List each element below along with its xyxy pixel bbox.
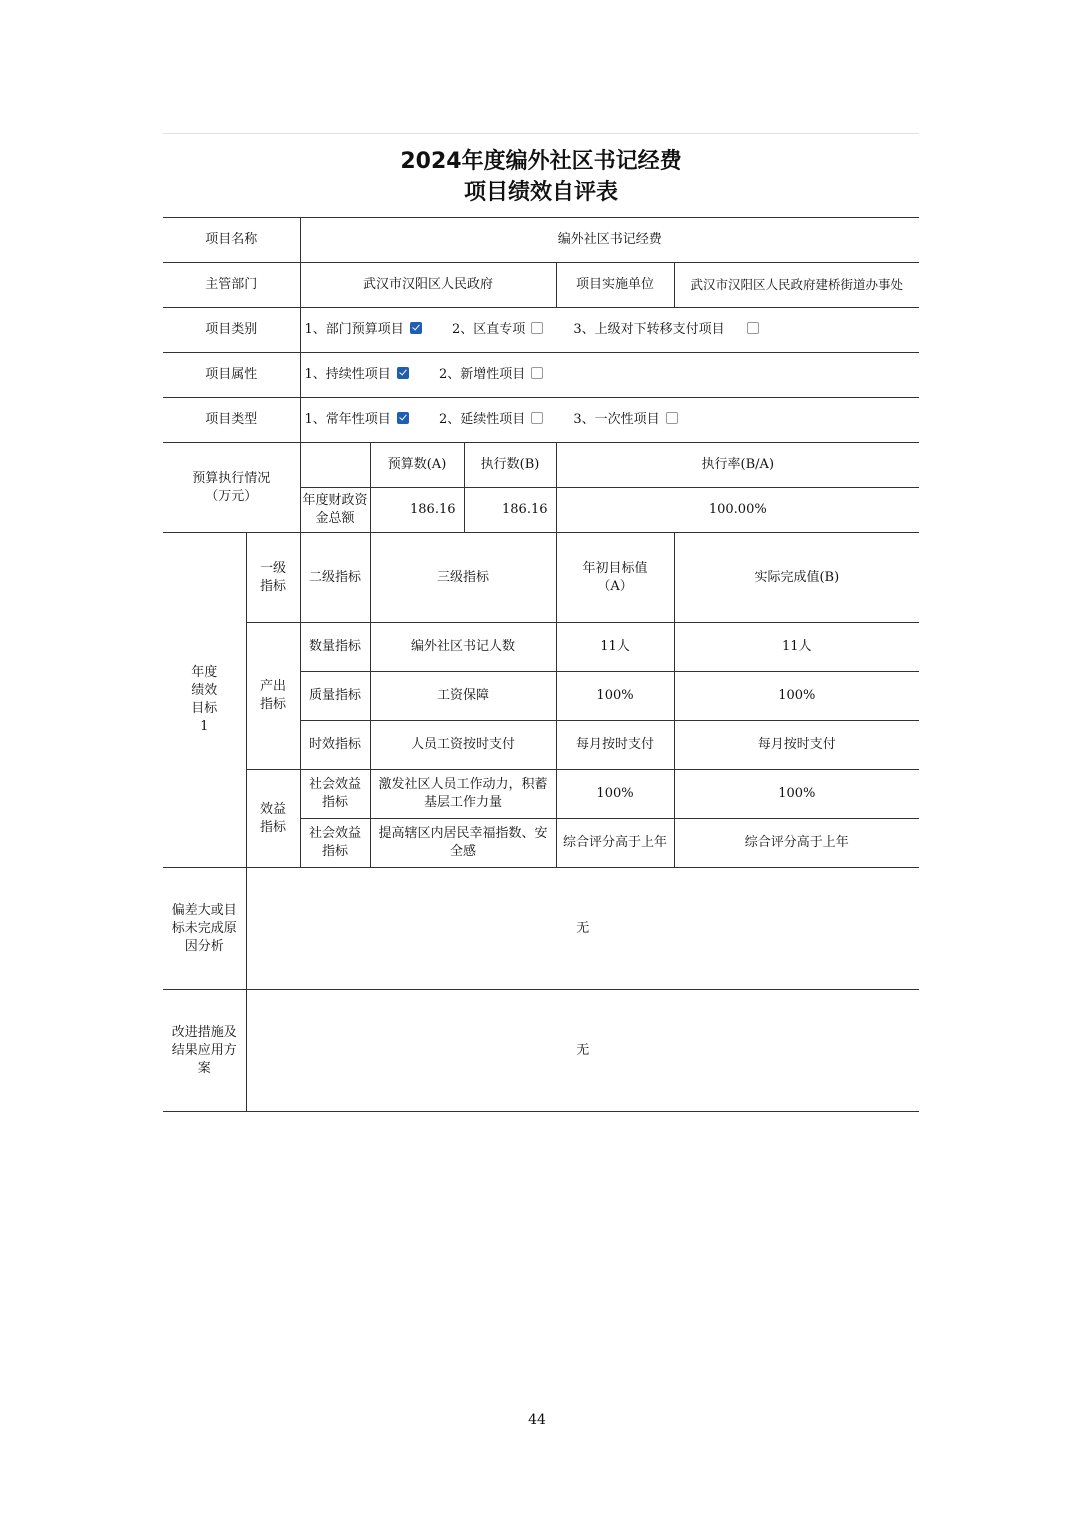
goal-label: 年度绩效目标1 [163, 533, 246, 868]
row-budget-header [163, 443, 919, 488]
row-level2: 社会效益指标 [300, 819, 370, 868]
row-target: 100% [556, 770, 674, 819]
unit-label: 项目实施单位 [556, 263, 674, 308]
row-department [163, 263, 919, 308]
row-level2: 社会效益指标 [300, 770, 370, 819]
row-actual: 11人 [674, 623, 919, 672]
type-option-1[interactable]: 1、常年性项目 [305, 411, 413, 429]
category-option-3[interactable]: 3、上级对下转移支付项目 [573, 321, 762, 339]
page-number: 44 [528, 1412, 546, 1428]
col-exec-rate: 执行率(B/A) [556, 443, 919, 488]
top-rule [163, 133, 919, 134]
row-level2: 数量指标 [300, 623, 370, 672]
deviation-label: 偏差大或目标未完成原因分析 [163, 868, 246, 990]
row-level3: 工资保障 [370, 672, 556, 721]
row-actual: 100% [674, 672, 919, 721]
row-target: 100% [556, 672, 674, 721]
project-name-value: 编外社区书记经费 [300, 218, 919, 263]
col-budget-a: 预算数(A) [370, 443, 464, 488]
category-option-2[interactable]: 2、区直专项 [452, 321, 547, 339]
row-deviation [163, 868, 919, 990]
attribute-label: 项目属性 [163, 353, 300, 398]
row-actual: 每月按时支付 [674, 721, 919, 770]
budget-row-label: 年度财政资金总额 [300, 488, 370, 533]
row-level3: 提高辖区内居民幸福指数、安全感 [370, 819, 556, 868]
type-option-2[interactable]: 2、延续性项目 [439, 411, 547, 429]
row-actual: 综合评分高于上年 [674, 819, 919, 868]
department-label: 主管部门 [163, 263, 300, 308]
checkbox-empty-icon[interactable] [531, 412, 543, 424]
category-options [300, 308, 919, 353]
row-performance-header [163, 533, 919, 623]
exec-rate-value: 100.00% [556, 488, 919, 533]
attribute-options [300, 353, 919, 398]
attribute-option-1[interactable]: 1、持续性项目 [305, 366, 413, 384]
header-actual: 实际完成值(B) [674, 533, 919, 623]
improvement-label: 改进措施及结果应用方案 [163, 990, 246, 1112]
project-name-label: 项目名称 [163, 218, 300, 263]
row-target: 综合评分高于上年 [556, 819, 674, 868]
row-level3: 编外社区书记人数 [370, 623, 556, 672]
row-improvement [163, 990, 919, 1112]
category-option-1[interactable]: 1、部门预算项目 [305, 321, 426, 339]
page-title [163, 146, 919, 208]
improvement-value: 无 [246, 990, 919, 1112]
row-attribute [163, 353, 919, 398]
evaluation-table [163, 217, 919, 1112]
row-level3: 激发社区人员工作动力，积蓄基层工作力量 [370, 770, 556, 819]
row-project-name [163, 218, 919, 263]
row-level2: 质量指标 [300, 672, 370, 721]
row-target: 每月按时支付 [556, 721, 674, 770]
checkbox-empty-icon[interactable] [531, 367, 543, 379]
row-type [163, 398, 919, 443]
unit-value: 武汉市汉阳区人民政府建桥街道办事处 [674, 263, 919, 308]
title-line-2: 项目绩效自评表 [463, 180, 618, 205]
budget-label: 预算执行情况 （万元） [163, 443, 300, 533]
row-level3: 人员工资按时支付 [370, 721, 556, 770]
type-options [300, 398, 919, 443]
checkbox-empty-icon[interactable] [666, 412, 678, 424]
header-level2: 二级指标 [300, 533, 370, 623]
benefit-label: 效益指标 [246, 770, 300, 868]
department-value: 武汉市汉阳区人民政府 [300, 263, 556, 308]
checkbox-checked-icon[interactable] [397, 367, 409, 379]
budget-value: 186.16 [370, 488, 464, 533]
performance-row [163, 770, 919, 819]
deviation-value: 无 [246, 868, 919, 990]
checkbox-checked-icon[interactable] [410, 322, 422, 334]
type-label: 项目类型 [163, 398, 300, 443]
checkbox-checked-icon[interactable] [397, 412, 409, 424]
header-level1: 一级指标 [246, 533, 300, 623]
row-actual: 100% [674, 770, 919, 819]
exec-value: 186.16 [464, 488, 556, 533]
attribute-option-2[interactable]: 2、新增性项目 [439, 366, 547, 384]
checkbox-empty-icon[interactable] [747, 322, 759, 334]
col-exec-b: 执行数(B) [464, 443, 556, 488]
type-option-3[interactable]: 3、一次性项目 [573, 411, 681, 429]
performance-row [163, 623, 919, 672]
budget-header-blank [300, 443, 370, 488]
category-label: 项目类别 [163, 308, 300, 353]
row-level2: 时效指标 [300, 721, 370, 770]
row-category [163, 308, 919, 353]
checkbox-empty-icon[interactable] [531, 322, 543, 334]
header-target: 年初目标值（A） [556, 533, 674, 623]
header-level3: 三级指标 [370, 533, 556, 623]
title-line-1: 2024年度编外社区书记经费 [400, 149, 682, 174]
output-label: 产出指标 [246, 623, 300, 770]
row-target: 11人 [556, 623, 674, 672]
